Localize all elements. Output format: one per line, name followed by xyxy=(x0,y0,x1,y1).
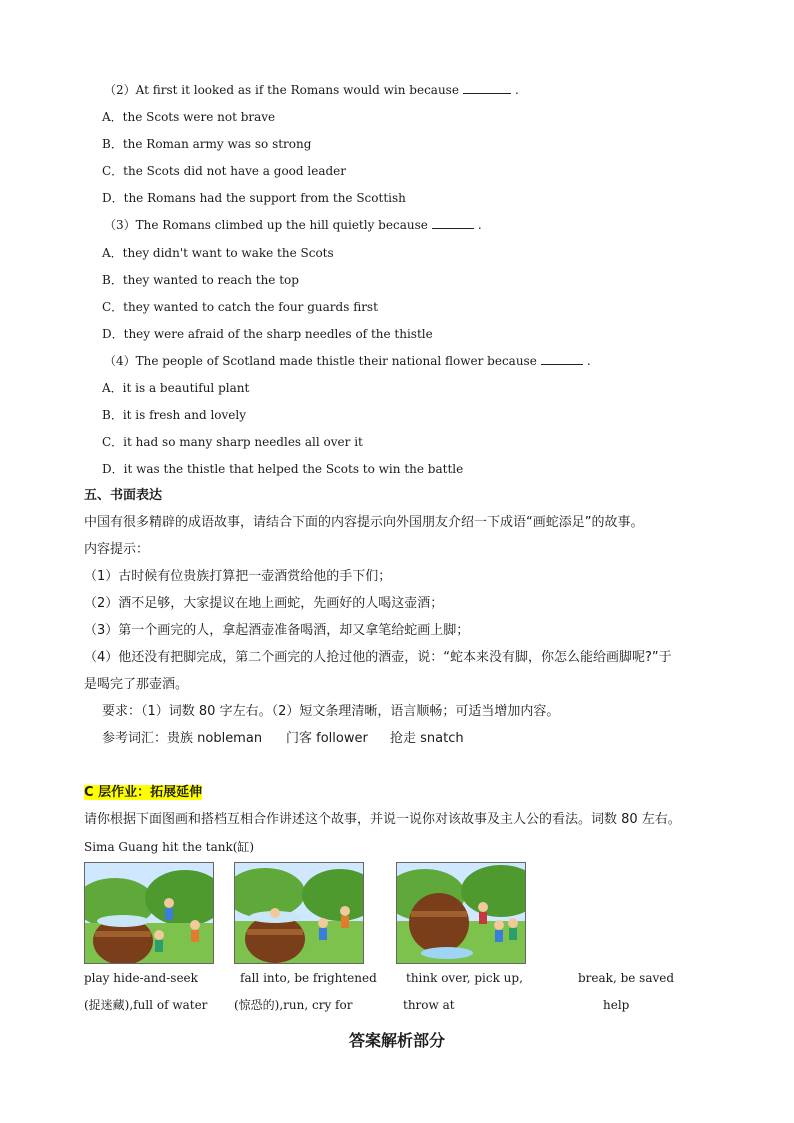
vocab-1: 参考词汇：贵族 nobleman xyxy=(102,731,263,746)
q3-option-a: A．they didn't want to wake the Scots xyxy=(102,246,334,260)
q2-option-d: D．the Romans had the support from the Scottish xyxy=(102,191,406,205)
hint-label: 内容提示： xyxy=(84,542,150,557)
level-c-instruction: 请你根据下面图画和搭档互相合作讲述这个故事，并说一说你对该故事及主人公的看法。词数 80 左右。 xyxy=(84,812,681,827)
caption-1a: play hide-and-seek xyxy=(84,971,198,985)
hint-4-cont: 是喝完了那壶酒。 xyxy=(84,677,189,692)
q2-option-a: A．the Scots were not brave xyxy=(102,110,276,124)
caption-3b: throw at xyxy=(403,998,455,1012)
story-picture-2 xyxy=(234,862,364,964)
writing-intro: 中国有很多精辟的成语故事，请结合下面的内容提示向外国朋友介绍一下成语“画蛇添足”的故事。 xyxy=(84,515,644,530)
writing-requirement: 要求：（1）词数 80 字左右。（2）短文条理清晰，语言顺畅；可适当增加内容。 xyxy=(102,704,560,719)
story-picture-1 xyxy=(84,862,214,964)
answer-blank xyxy=(432,218,474,229)
answer-analysis-heading: 答案解析部分 xyxy=(348,1031,445,1050)
hint-3: （3）第一个画完的人，拿起酒壶准备喝酒，却又拿笔给蛇画上脚； xyxy=(84,623,470,638)
q4-option-a: A．it is a beautiful plant xyxy=(102,381,250,395)
q4-option-d: D．it was the thistle that helped the Scots to win the battle xyxy=(102,462,464,476)
question-2-stem: （2）At first it looked as if the Romans would win because . xyxy=(104,83,519,97)
caption-1b: (捉迷藏),full of water xyxy=(84,998,208,1012)
q3-option-b: B．they wanted to reach the top xyxy=(102,273,299,287)
vocab-3: 抢走 snatch xyxy=(390,731,464,746)
highlighted-heading: C 层作业：拓展延伸 xyxy=(84,785,203,800)
vocab-2: 门客 follower xyxy=(286,731,368,746)
caption-2a: fall into, be frightened xyxy=(240,971,377,985)
q2-option-c: C．the Scots did not have a good leader xyxy=(102,164,347,178)
question-4-stem: （4）The people of Scotland made thistle their national flower because . xyxy=(104,354,591,368)
caption-4b: help xyxy=(603,998,630,1012)
hint-4: （4）他还没有把脚完成，第二个画完的人抢过他的酒壶，说：“蛇本来没有脚，你怎么能给画脚呢?”于 xyxy=(84,650,672,665)
q4-option-c: C．it had so many sharp needles all over it xyxy=(102,435,363,449)
question-3-stem: （3）The Romans climbed up the hill quietly because . xyxy=(104,218,482,232)
q2-option-b: B．the Roman army was so strong xyxy=(102,137,312,151)
q4-option-b: B．it is fresh and lovely xyxy=(102,408,247,422)
hint-2: （2）酒不足够，大家提议在地上画蛇，先画好的人喝这壶酒； xyxy=(84,596,444,611)
answer-blank xyxy=(463,83,511,94)
story-picture-3 xyxy=(396,862,526,964)
section-heading-writing: 五、书面表达 xyxy=(84,488,163,503)
answer-blank xyxy=(541,354,583,365)
question-text: （4）The people of Scotland made thistle their national flower because xyxy=(104,354,537,368)
hint-1: （1）古时候有位贵族打算把一壶酒赏给他的手下们； xyxy=(84,569,392,584)
caption-3a: think over, pick up, xyxy=(406,971,523,985)
caption-4a: break, be saved xyxy=(578,971,675,985)
question-text: （3）The Romans climbed up the hill quietly because xyxy=(104,218,428,232)
question-text: （2）At first it looked as if the Romans would win because xyxy=(104,83,459,97)
q3-option-d: D．they were afraid of the sharp needles of the thistle xyxy=(102,327,433,341)
caption-2b: (惊恐的),run, cry for xyxy=(234,998,353,1012)
q3-option-c: C．they wanted to catch the four guards first xyxy=(102,300,378,314)
story-title: Sima Guang hit the tank(缸) xyxy=(84,840,255,854)
level-c-heading xyxy=(84,785,202,801)
